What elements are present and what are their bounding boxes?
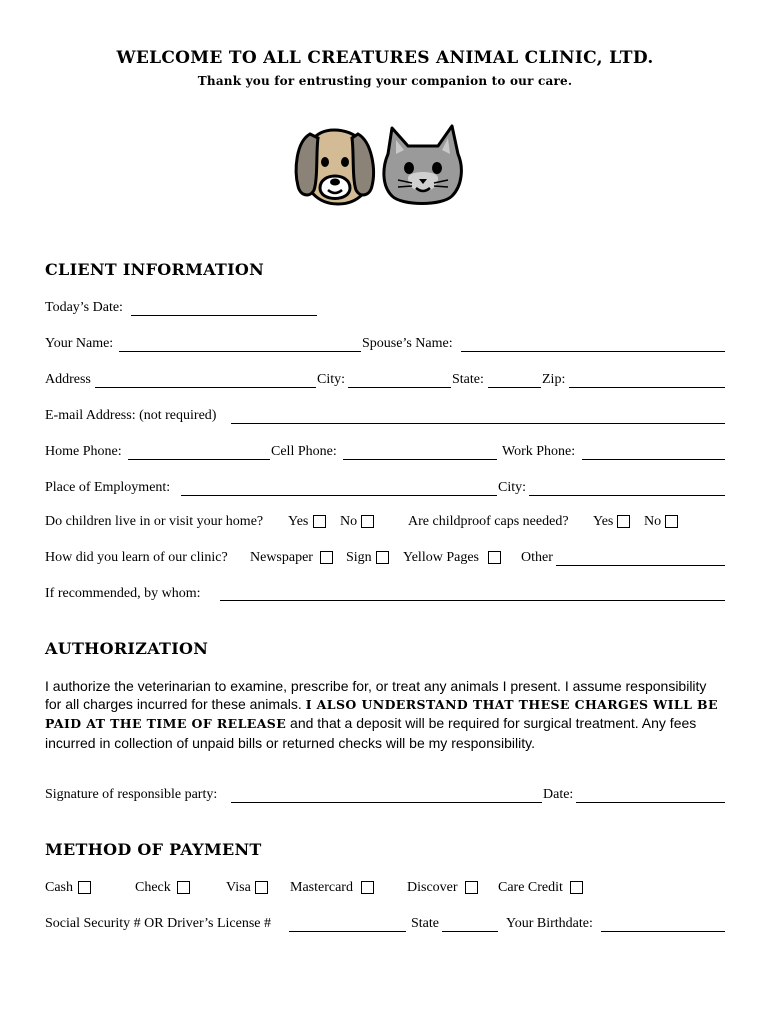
signature-date-field[interactable] (576, 802, 725, 803)
todays-date-label: Today’s Date: (45, 300, 123, 315)
employment-city-label: City: (498, 480, 527, 495)
city-label: City: (317, 372, 346, 387)
authorization-text-part-2: and that a deposit will be required for surgical treatment. Any fees incurred in collection of unpaid bills or returned checks will be my responsibility. (45, 715, 697, 751)
check-checkbox[interactable] (177, 881, 190, 894)
state-label: State: (452, 372, 484, 387)
city-field[interactable] (348, 387, 451, 388)
sign-label: Sign (346, 550, 372, 565)
zip-label: Zip: (542, 372, 566, 387)
cat-face-icon (384, 126, 461, 204)
email-field[interactable] (231, 423, 725, 424)
discover-checkbox[interactable] (465, 881, 478, 894)
address-label: Address (45, 372, 91, 387)
cash-checkbox[interactable] (78, 881, 91, 894)
caps-yes-label: Yes (593, 514, 614, 529)
work-phone-field[interactable] (582, 459, 725, 460)
dog-face-icon (296, 130, 373, 204)
children-yes-checkbox[interactable] (313, 515, 326, 528)
your-name-label: Your Name: (45, 336, 114, 351)
children-no-checkbox[interactable] (361, 515, 374, 528)
other-label: Other (521, 550, 553, 565)
authorization-text (45, 677, 725, 752)
payment-heading: METHOD OF PAYMENT (45, 840, 262, 859)
birthdate-field[interactable] (601, 931, 725, 932)
signature-field[interactable] (231, 802, 542, 803)
newspaper-checkbox[interactable] (320, 551, 333, 564)
cash-label: Cash (45, 880, 73, 895)
authorization-heading: AUTHORIZATION (45, 639, 209, 658)
caps-question: Are childproof caps needed? (408, 514, 569, 529)
cell-phone-field[interactable] (343, 459, 497, 460)
sign-checkbox[interactable] (376, 551, 389, 564)
check-label: Check (135, 880, 171, 895)
care-credit-label: Care Credit (498, 880, 563, 895)
birthdate-label: Your Birthdate: (506, 916, 593, 931)
visa-label: Visa (226, 880, 251, 895)
your-name-field[interactable] (119, 351, 361, 352)
zip-field[interactable] (569, 387, 725, 388)
children-question: Do children live in or visit your home? (45, 514, 264, 529)
home-phone-field[interactable] (128, 459, 270, 460)
todays-date-field[interactable] (131, 315, 317, 316)
visa-checkbox[interactable] (255, 881, 268, 894)
email-label: E-mail Address: (not required) (45, 408, 217, 423)
children-yes-label: Yes (288, 514, 309, 529)
state-field[interactable] (488, 387, 541, 388)
employment-field[interactable] (181, 495, 497, 496)
home-phone-label: Home Phone: (45, 444, 122, 459)
page-title: WELCOME TO ALL CREATURES ANIMAL CLINIC, LTD. (116, 48, 654, 68)
page-subtitle: Thank you for entrusting your companion to our care. (197, 74, 573, 88)
signature-date-label: Date: (543, 787, 574, 802)
recommended-field[interactable] (220, 600, 725, 601)
care-credit-checkbox[interactable] (570, 881, 583, 894)
employment-label: Place of Employment: (45, 480, 171, 495)
payment-state-label: State (411, 916, 439, 931)
address-field[interactable] (95, 387, 316, 388)
mastercard-label: Mastercard (290, 880, 353, 895)
work-phone-label: Work Phone: (502, 444, 576, 459)
signature-label: Signature of responsible party: (45, 787, 218, 802)
recommended-label: If recommended, by whom: (45, 586, 201, 601)
children-no-label: No (340, 514, 358, 529)
learn-question: How did you learn of our clinic? (45, 550, 228, 565)
newspaper-label: Newspaper (250, 550, 313, 565)
client-information-heading: CLIENT INFORMATION (45, 260, 265, 279)
ssn-label: Social Security # OR Driver’s License # (45, 916, 272, 931)
yellow-pages-label: Yellow Pages (403, 550, 479, 565)
cell-phone-label: Cell Phone: (271, 444, 337, 459)
yellow-pages-checkbox[interactable] (488, 551, 501, 564)
spouse-name-field[interactable] (461, 351, 725, 352)
spouse-name-label: Spouse’s Name: (362, 336, 453, 351)
caps-no-checkbox[interactable] (665, 515, 678, 528)
mastercard-checkbox[interactable] (361, 881, 374, 894)
authorization-text-bold: I ALSO UNDERSTAND THAT THESE CHARGES WILL BE PAID AT THE TIME OF RELEASE (45, 697, 718, 732)
caps-yes-checkbox[interactable] (617, 515, 630, 528)
ssn-field[interactable] (289, 931, 406, 932)
caps-no-label: No (644, 514, 662, 529)
employment-city-field[interactable] (529, 495, 725, 496)
authorization-text-part-1: I authorize the veterinarian to examine, prescribe for, or treat any animals I present. I assume responsibility for all charges incurred for these animals. (45, 678, 707, 713)
discover-label: Discover (407, 880, 458, 895)
mascot-illustration (292, 124, 474, 208)
other-field[interactable] (556, 565, 725, 566)
payment-state-field[interactable] (442, 931, 498, 932)
